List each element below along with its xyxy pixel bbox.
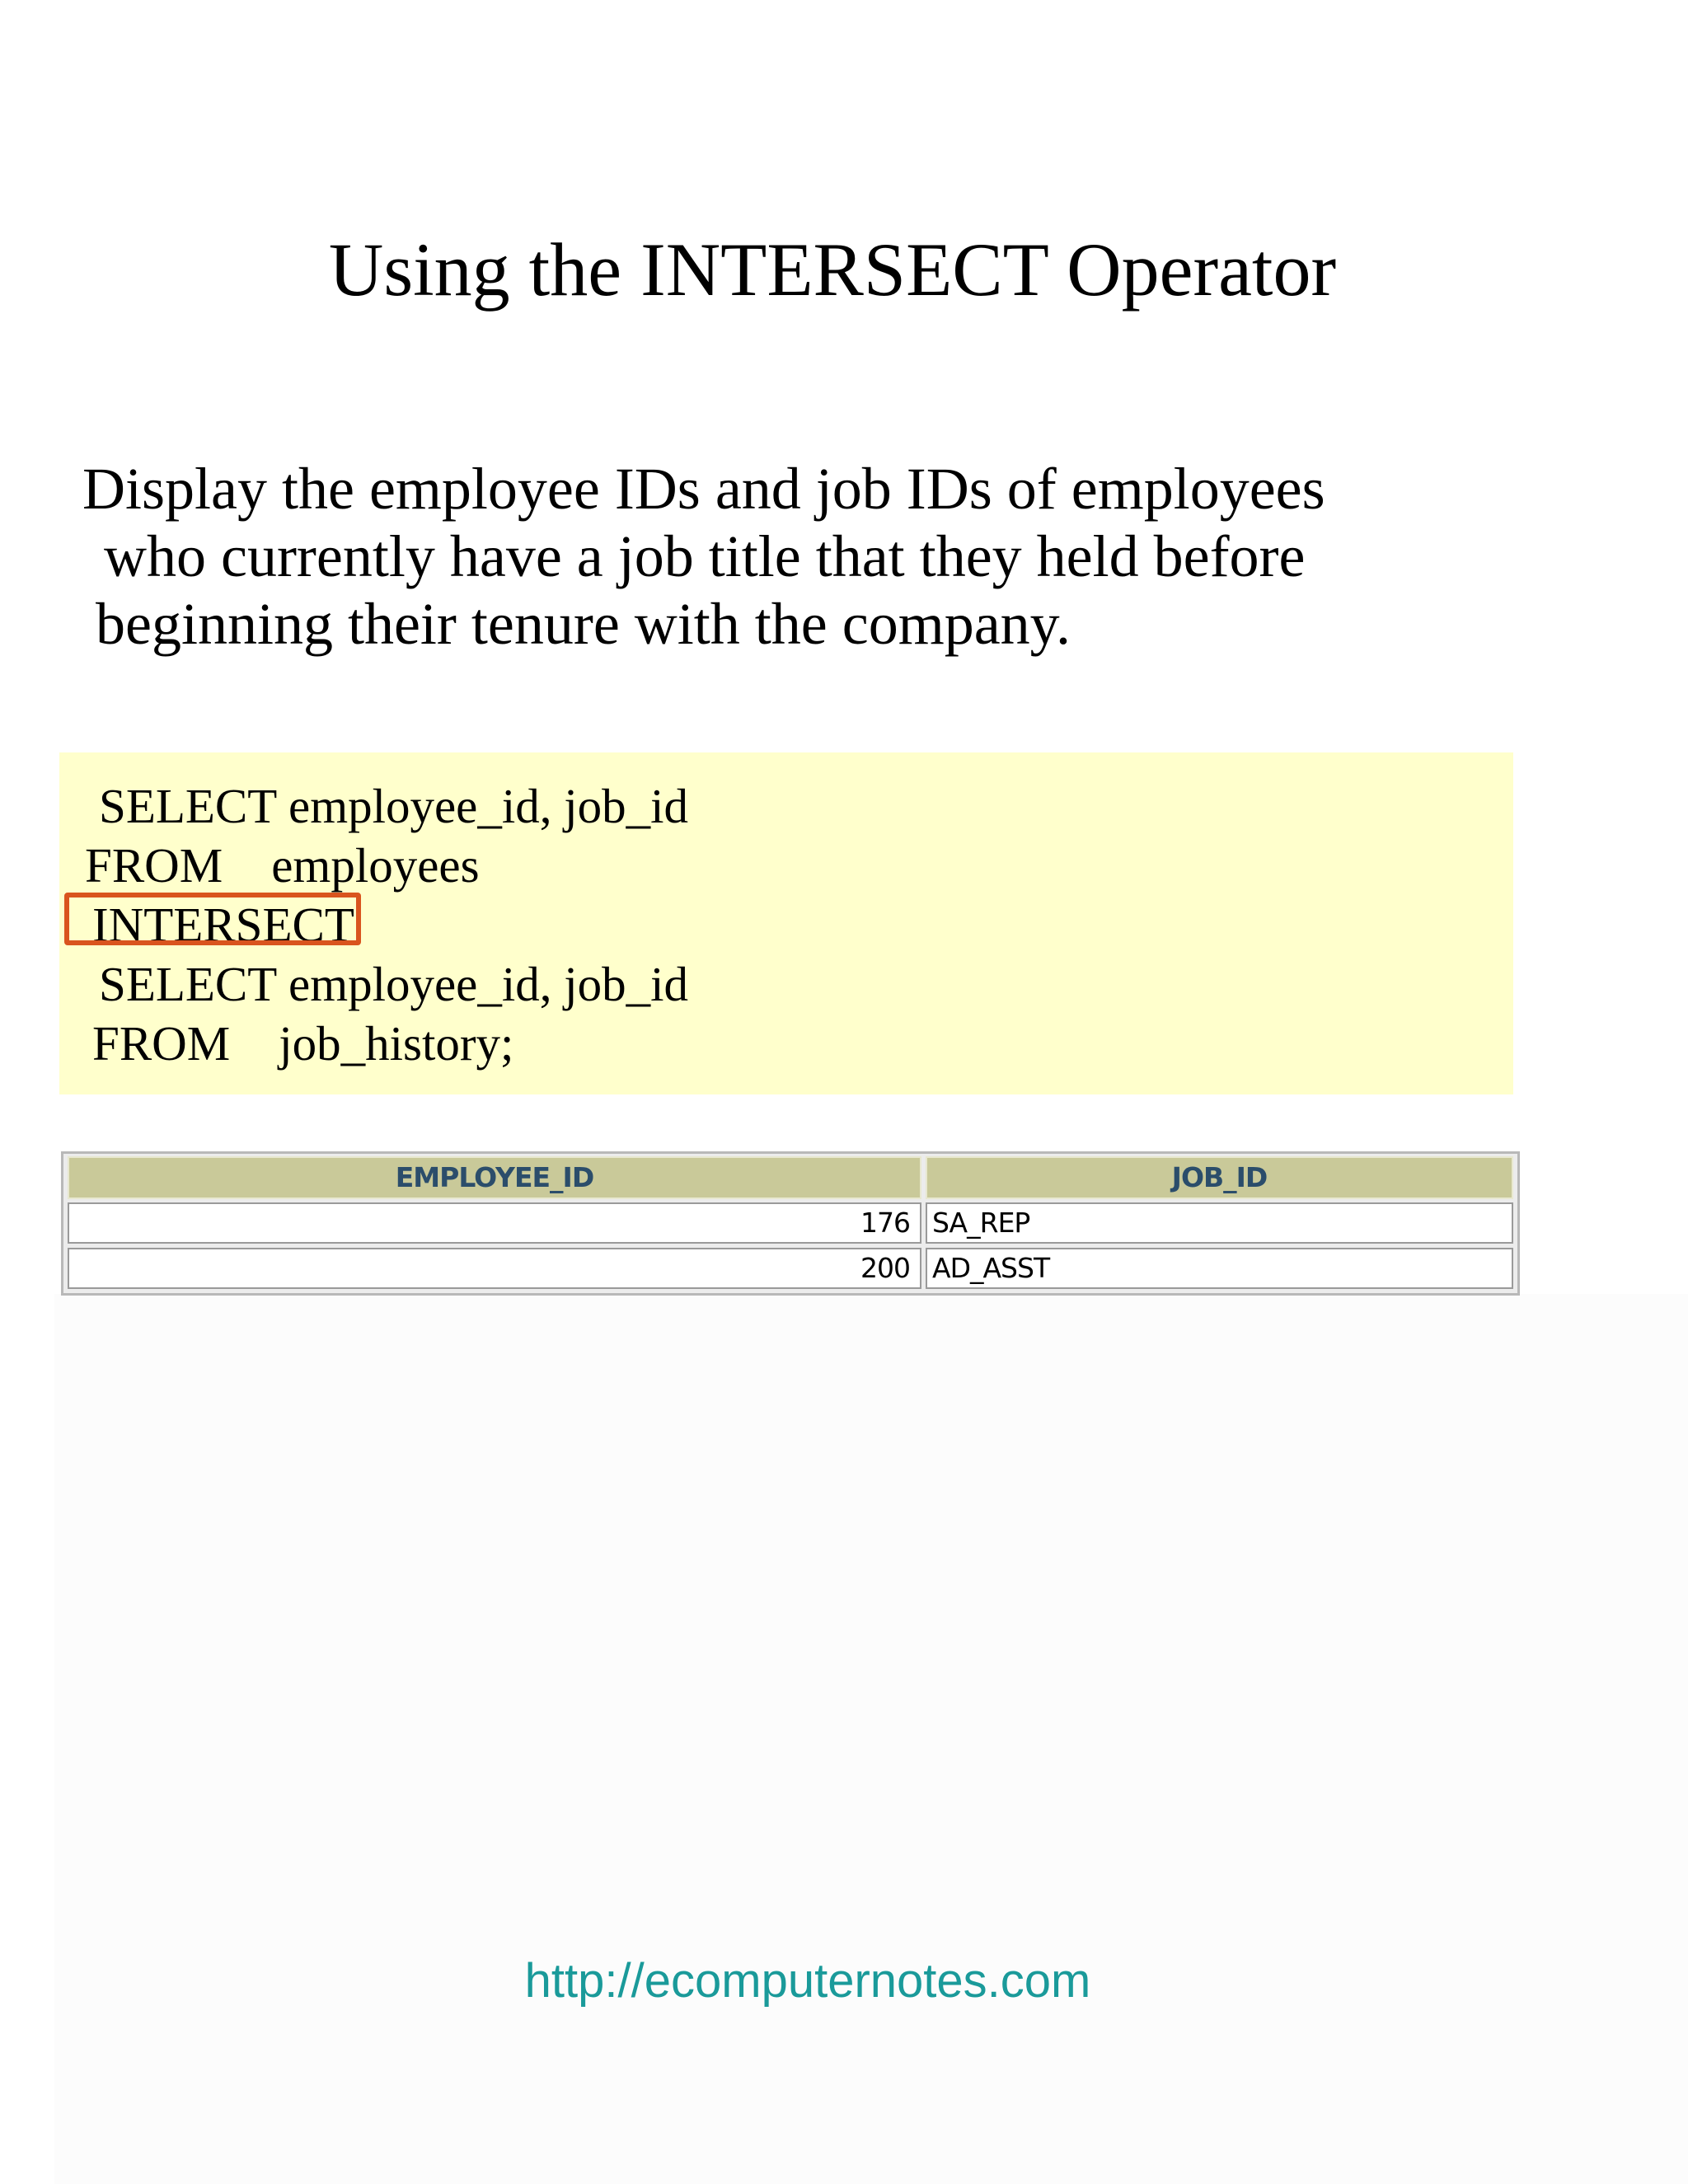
code-line-intersect: INTERSECT (92, 898, 354, 952)
slide-title: Using the INTERSECT Operator (328, 227, 1337, 312)
code-line: FROM employees (85, 838, 480, 893)
footer-link[interactable]: http://ecomputernotes.com (524, 1954, 1091, 2008)
table-cell-employee-id: 200 (68, 1248, 921, 1289)
page-background (54, 1294, 1688, 2184)
description-line: beginning their tenure with the company. (96, 591, 1071, 657)
column-header-employee-id: EMPLOYEE_ID (68, 1156, 921, 1199)
code-line: SELECT employee_id, job_id (99, 957, 689, 1011)
description-line: who currently have a job title that they held before (104, 523, 1306, 589)
sql-code-block (59, 752, 1513, 1094)
table-cell-employee-id: 176 (68, 1202, 921, 1244)
table-cell-job-id: SA_REP (926, 1202, 1513, 1244)
intersect-highlight-box (64, 893, 361, 945)
slide-description (82, 455, 1325, 658)
table-cell-job-id: AD_ASST (926, 1248, 1513, 1289)
result-table (61, 1151, 1520, 1296)
description-line: Display the employee IDs and job IDs of employees (82, 456, 1325, 522)
column-header-job-id: JOB_ID (926, 1156, 1513, 1199)
code-line: SELECT employee_id, job_id (99, 779, 689, 833)
code-line: FROM job_history; (92, 1016, 514, 1071)
